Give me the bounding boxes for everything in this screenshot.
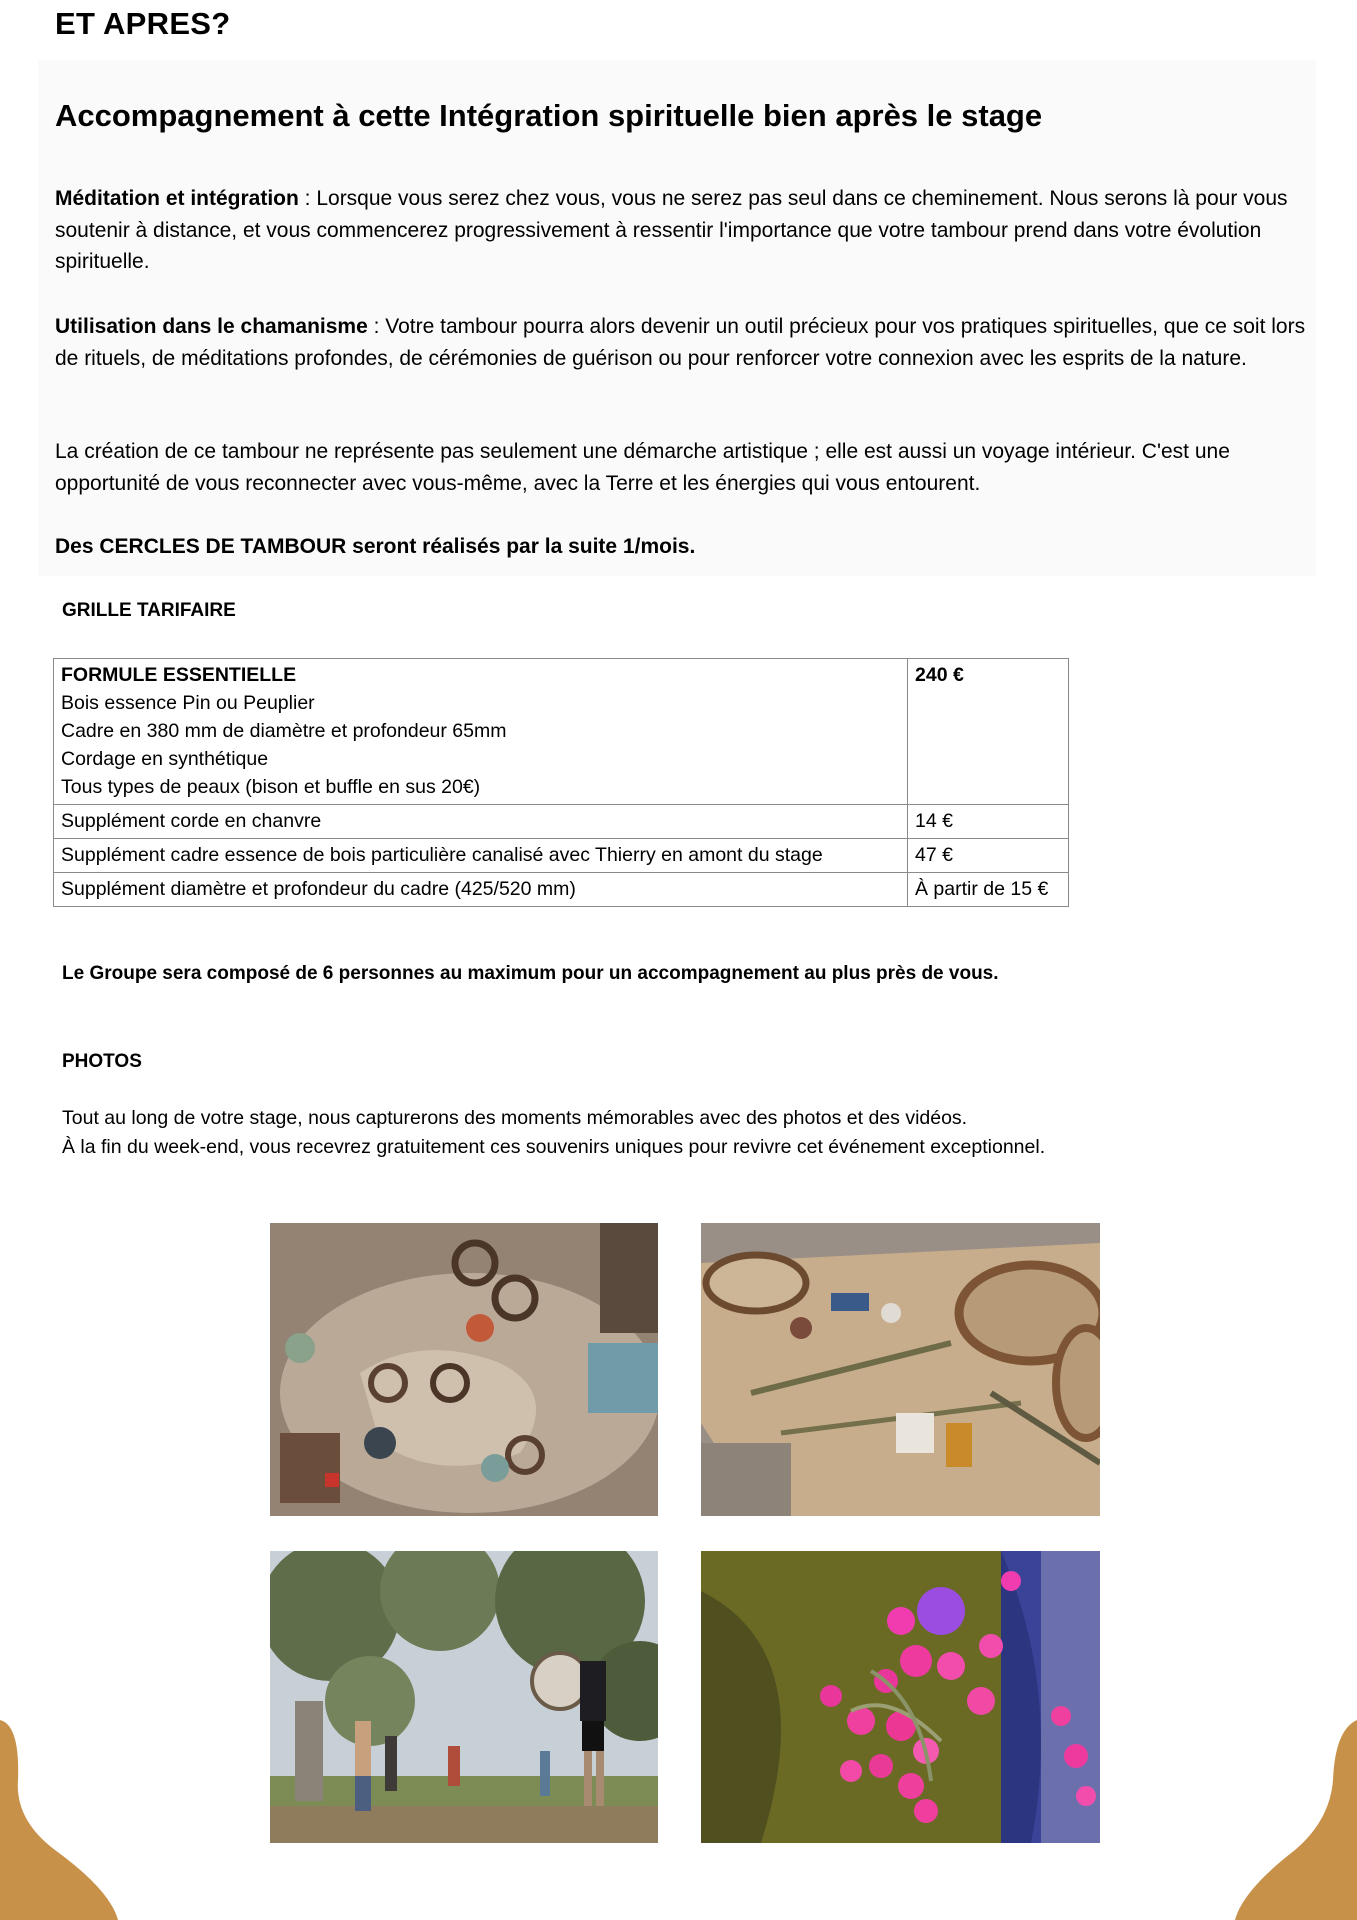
pricing-title: GRILLE TARIFAIRE <box>62 600 236 621</box>
formula-detail: Bois essence Pin ou Peuplier <box>61 692 315 714</box>
group-note: Le Groupe sera composé de 6 personnes au maximum pour un accompagnement au plus près de vous. <box>62 963 999 984</box>
table-row <box>54 873 1069 907</box>
decorative-blob-left <box>0 1720 120 1920</box>
photo-workshop-overhead <box>270 1223 658 1516</box>
paragraph-creation <box>55 436 1323 499</box>
table-row <box>54 659 1069 805</box>
pricing-table <box>53 658 1069 907</box>
photos-line: Tout au long de votre stage, nous capturerons des moments mémorables avec des photos et des vidéos. <box>62 1107 968 1129</box>
formula-name: FORMULE ESSENTIELLE <box>61 664 297 686</box>
row-price: 14 € <box>908 805 1069 839</box>
closing-statement: Des CERCLES DE TAMBOUR seront réalisés par la suite 1/mois. <box>55 535 696 558</box>
row-label: Supplément diamètre et profondeur du cadre (425/520 mm) <box>54 873 908 907</box>
paragraph-meditation <box>55 183 1323 278</box>
paragraph-text: : Votre tambour pourra alors devenir un outil précieux pour vos pratiques spirituelles, que ce soit lors de rituels, de méditations profondes, de cérémonies de guérison ou pour renforcer votre connexion avec les esprits de la nature. <box>55 315 1306 370</box>
row-price: 47 € <box>908 839 1069 873</box>
page-title: ET APRES? <box>55 6 231 41</box>
paragraph-text: La création de ce tambour ne représente pas seulement une démarche artistique ; elle est aussi un voyage intérieur. C'est une opportunité de vous reconnecter avec vous-même, avec la Terre et les énergies qui vous entourent. <box>55 440 1230 495</box>
paragraph-lead: Utilisation dans le chamanisme <box>55 315 368 338</box>
row-price: À partir de 15 € <box>908 873 1069 907</box>
formula-detail: Tous types de peaux (bison et buffle en sus 20€) <box>61 776 481 798</box>
photo-flowers-water <box>701 1551 1100 1843</box>
photo-outdoor-drumming <box>270 1551 658 1843</box>
section-heading: Accompagnement à cette Intégration spirituelle bien après le stage <box>55 98 1043 133</box>
photo-materials-table <box>701 1223 1100 1516</box>
formula-detail: Cadre en 380 mm de diamètre et profondeur 65mm <box>61 720 507 742</box>
row-label: Supplément cadre essence de bois particulière canalisé avec Thierry en amont du stage <box>54 839 908 873</box>
decorative-blob-right <box>1235 1720 1357 1920</box>
photos-description <box>62 1104 1045 1162</box>
formula-cell <box>54 659 908 805</box>
formula-detail: Cordage en synthétique <box>61 748 269 770</box>
photos-title: PHOTOS <box>62 1051 142 1072</box>
table-row <box>54 839 1069 873</box>
paragraph-text: : Lorsque vous serez chez vous, vous ne serez pas seul dans ce cheminement. Nous serons là pour vous soutenir à distance, et vous commencerez progressivement à ressentir l'importance que votre tambour prend dans votre évolution spirituelle. <box>55 187 1288 273</box>
row-label: Supplément corde en chanvre <box>54 805 908 839</box>
formula-price: 240 € <box>908 659 1069 805</box>
paragraph-lead: Méditation et intégration <box>55 187 299 210</box>
paragraph-chamanisme <box>55 311 1323 374</box>
photos-line: À la fin du week-end, vous recevrez gratuitement ces souvenirs uniques pour revivre cet événement exceptionnel. <box>62 1136 1046 1158</box>
table-row <box>54 805 1069 839</box>
